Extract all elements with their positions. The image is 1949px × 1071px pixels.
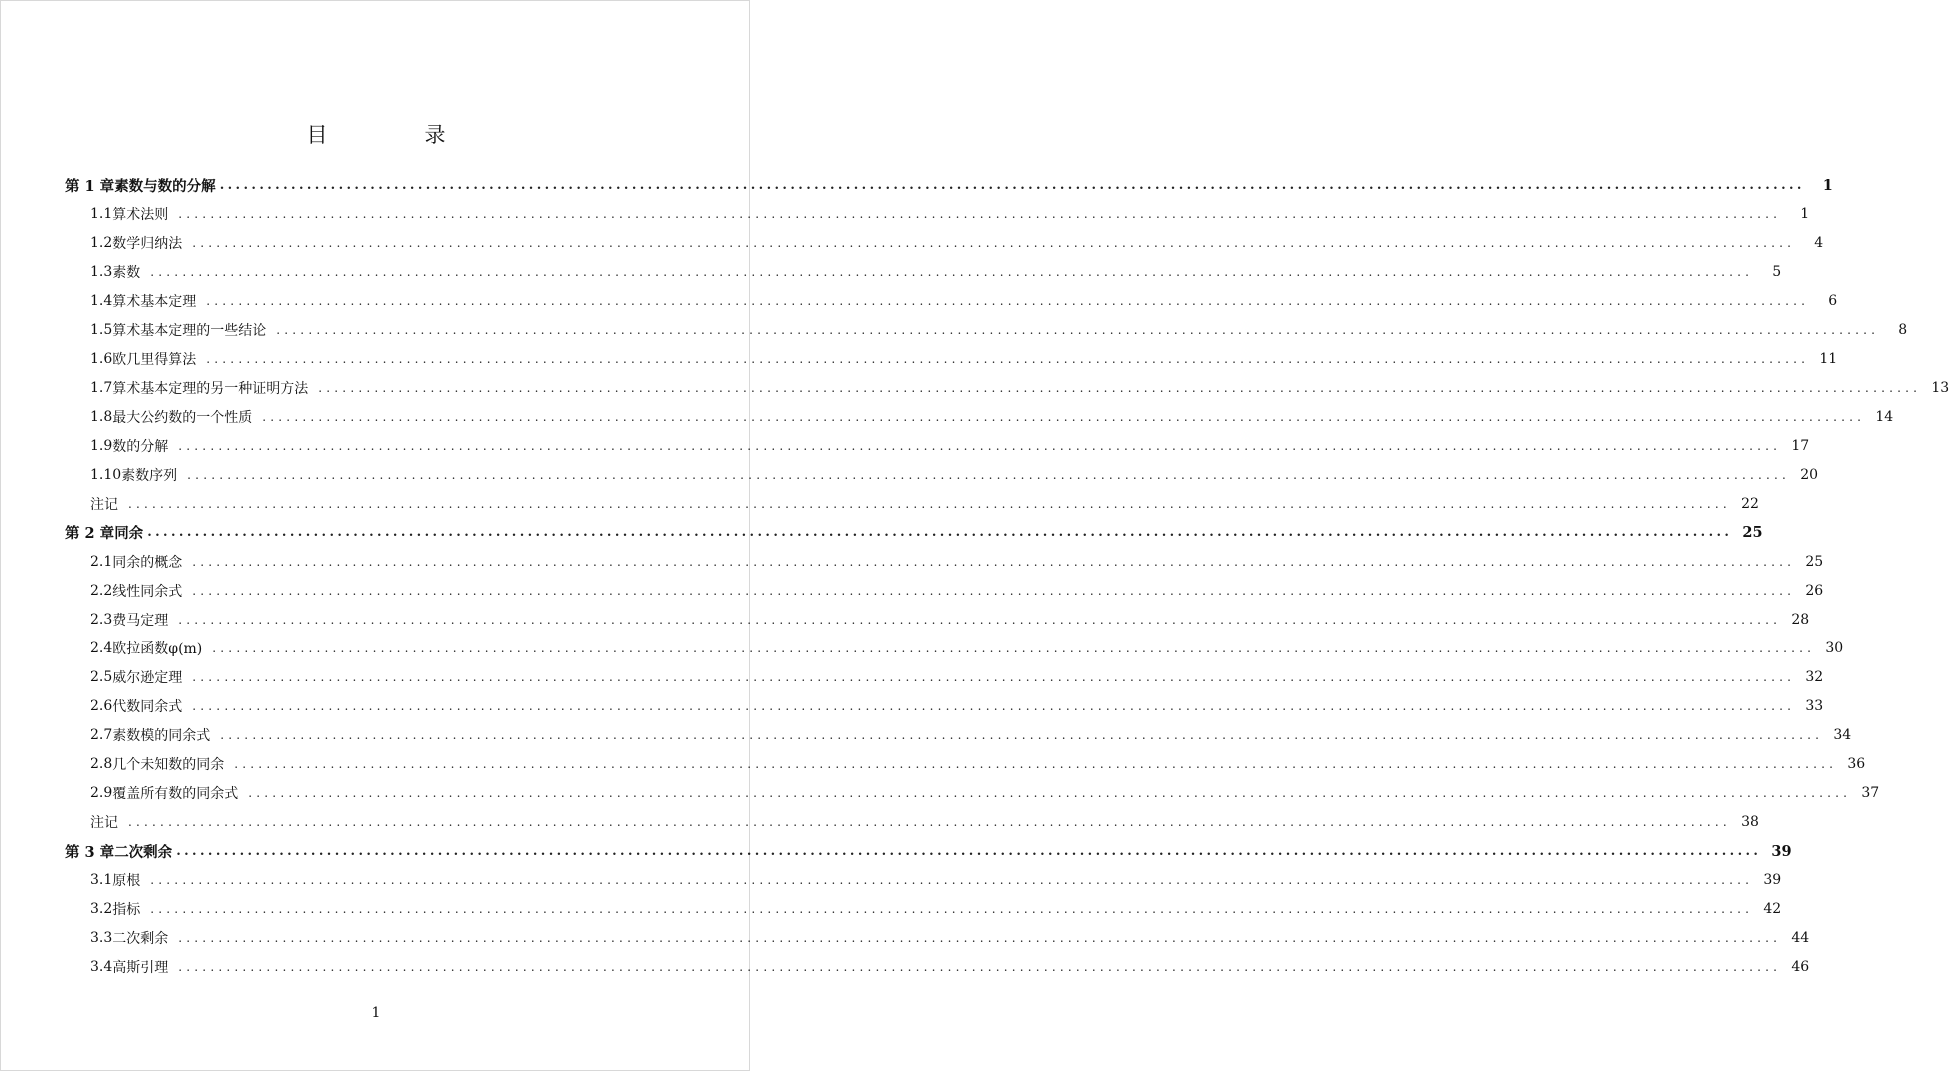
toc-entry-number: 第 2 章 — [65, 525, 115, 543]
toc-section-entry[interactable] — [65, 374, 1949, 403]
toc-section-entry[interactable] — [65, 287, 1838, 316]
dot-leader: ........................................................................................................................................................................................................ — [178, 438, 1782, 453]
toc-entry-page: 42 — [1763, 900, 1782, 917]
toc-entry-title: 指标 — [112, 901, 141, 918]
dot-leader: ........................................................................................................................................................................................................ — [219, 177, 1805, 193]
toc-entry-number: 1.7 — [90, 380, 113, 397]
toc-entry-number: 3.2 — [90, 900, 113, 917]
dot-leader: ........................................................................................................................................................................................................ — [150, 901, 1754, 916]
toc-entry-page: 33 — [1805, 698, 1824, 715]
toc-entry-title: 算术基本定理的另一种证明方法 — [112, 381, 309, 398]
toc-entry-page: 1 — [1800, 206, 1810, 223]
toc-entry-page: 22 — [1741, 495, 1759, 512]
toc-entry-title: 素数与数的分解 — [114, 177, 216, 195]
toc-entry-title: 威尔逊定理 — [112, 670, 183, 687]
dot-leader: ........................................................................................................................................................................................................ — [150, 872, 1754, 887]
toc-section-entry[interactable] — [65, 431, 1810, 460]
toc-section-entry[interactable] — [65, 460, 1819, 489]
toc-entry-number: 2.3 — [90, 611, 113, 628]
toc-entry-number: 2.2 — [90, 582, 113, 599]
toc-section-entry[interactable] — [65, 258, 1782, 287]
toc-entry-page: 5 — [1772, 264, 1782, 281]
toc-entry-page: 46 — [1791, 958, 1810, 975]
toc-entry-page: 37 — [1861, 785, 1880, 802]
toc-entry-title: 数学归纳法 — [112, 236, 183, 253]
toc-entry-title: 素数序列 — [121, 467, 178, 484]
toc-entry-page: 44 — [1791, 929, 1810, 946]
toc-entry-page: 34 — [1833, 727, 1852, 744]
toc-section-entry[interactable] — [65, 229, 1824, 258]
toc-section-entry[interactable] — [65, 866, 1782, 895]
toc-entry-page: 30 — [1825, 640, 1844, 657]
dot-leader: ........................................................................................................................................................................................................ — [212, 641, 1816, 656]
toc-entry-number: 2.7 — [90, 727, 113, 744]
toc-entry-page: 28 — [1791, 611, 1810, 628]
dot-leader: ........................................................................................................................................................................................................ — [147, 525, 1733, 541]
dot-leader: ........................................................................................................................................................................................................ — [176, 843, 1762, 859]
toc-entry-number: 2.9 — [90, 785, 113, 802]
toc-entry-page: 38 — [1741, 814, 1759, 831]
toc-entry-title: 同余的概念 — [112, 554, 183, 571]
toc-entry-title: 算术法则 — [112, 207, 169, 224]
toc-entry-page: 4 — [1814, 235, 1824, 252]
dot-leader: ........................................................................................................................................................................................................ — [192, 699, 1796, 714]
toc-entry-number: 1.10 — [90, 466, 122, 483]
toc-entry-page: 6 — [1828, 293, 1838, 310]
toc-entry-number: 3.3 — [90, 929, 113, 946]
toc-entry-page: 36 — [1847, 756, 1866, 773]
toc-entry-page: 39 — [1771, 842, 1792, 860]
toc-entry-page: 11 — [1819, 351, 1838, 368]
toc-entry-number: 1.1 — [90, 206, 113, 223]
toc-entry-title: 几个未知数的同余 — [112, 757, 225, 774]
toc-chapter-entry[interactable] — [65, 837, 1792, 866]
toc-entry-number: 2.5 — [90, 669, 113, 686]
toc-entry-title: 算术基本定理 — [112, 294, 197, 311]
toc-entry-page: 13 — [1931, 380, 1949, 397]
toc-entry-number: 1.5 — [90, 322, 113, 339]
toc-entry-title: 原根 — [112, 872, 141, 889]
toc-entry-page: 25 — [1742, 524, 1763, 542]
toc-section-entry[interactable] — [65, 634, 1844, 663]
toc-entry-title: 欧拉函数φ(m) — [112, 641, 203, 658]
dot-leader: ........................................................................................................................................................................................................ — [192, 583, 1796, 598]
toc-entry-title: 同余 — [114, 525, 144, 543]
toc-entry-title: 二次剩余 — [112, 930, 169, 947]
toc-entry-number: 2.1 — [90, 553, 113, 570]
dot-leader: ........................................................................................................................................................................................................ — [220, 728, 1824, 743]
toc-section-entry[interactable] — [65, 489, 1759, 518]
toc-section-entry[interactable] — [65, 200, 1810, 229]
dot-leader: ........................................................................................................................................................................................................ — [234, 757, 1838, 772]
toc-entry-number: 1.9 — [90, 437, 113, 454]
toc-entry-number: 1.6 — [90, 351, 113, 368]
toc-entry-title: 二次剩余 — [114, 843, 173, 861]
page-number-footer: 1 — [371, 1005, 381, 1021]
toc-chapter-entry[interactable] — [65, 171, 1833, 200]
toc-entry-page: 32 — [1805, 669, 1824, 686]
toc-section-entry[interactable] — [65, 345, 1838, 374]
toc-section-entry[interactable] — [65, 779, 1880, 808]
toc-entry-page: 26 — [1805, 582, 1824, 599]
toc-entry-title: 数的分解 — [112, 438, 169, 455]
toc-entry-title: 线性同余式 — [112, 583, 183, 600]
toc-entry-number: 1.2 — [90, 235, 113, 252]
toc-section-entry[interactable] — [65, 576, 1824, 605]
toc-entry-title: 算术基本定理的一些结论 — [112, 323, 267, 340]
toc-section-entry[interactable] — [65, 663, 1824, 692]
dot-leader: ........................................................................................................................................................................................................ — [192, 670, 1796, 685]
toc-entry-number: 3.4 — [90, 958, 113, 975]
toc-entry-page: 39 — [1763, 871, 1782, 888]
dot-leader: ........................................................................................................................................................................................................ — [192, 236, 1796, 251]
toc-entry-number: 2.4 — [90, 640, 113, 657]
toc-entry-title: 欧几里得算法 — [112, 352, 197, 369]
toc-entry-page: 14 — [1875, 408, 1894, 425]
toc-entry-title: 注记 — [90, 815, 118, 832]
toc-entry-number: 2.6 — [90, 698, 113, 715]
dot-leader: ........................................................................................................................................................................................................ — [178, 207, 1782, 222]
toc-entry-number: 第 3 章 — [65, 843, 115, 861]
toc-section-entry[interactable] — [65, 316, 1908, 345]
toc-section-entry[interactable] — [65, 403, 1894, 432]
toc-entry-number: 3.1 — [90, 871, 113, 888]
toc-entry-title: 注记 — [90, 496, 118, 513]
toc-entry-title: 最大公约数的一个性质 — [112, 409, 253, 426]
dot-leader: ........................................................................................................................................................................................................ — [276, 323, 1880, 338]
toc-entry-page: 8 — [1898, 322, 1908, 339]
toc-section-entry[interactable] — [65, 692, 1824, 721]
toc-section-entry[interactable] — [65, 808, 1759, 837]
dot-leader: ........................................................................................................................................................................................................ — [128, 496, 1731, 511]
toc-entry-page: 20 — [1800, 466, 1819, 483]
toc-entry-number: 2.8 — [90, 756, 113, 773]
toc-section-entry[interactable] — [65, 750, 1866, 779]
toc-section-entry[interactable] — [65, 547, 1824, 576]
dot-leader: ........................................................................................................................................................................................................ — [178, 612, 1782, 627]
dot-leader: ........................................................................................................................................................................................................ — [262, 409, 1866, 424]
toc-entry-page: 17 — [1791, 437, 1810, 454]
toc-section-entry[interactable] — [65, 605, 1810, 634]
toc-entry-number: 1.3 — [90, 264, 113, 281]
dot-leader: ........................................................................................................................................................................................................ — [206, 352, 1810, 367]
toc-entry-number: 第 1 章 — [65, 177, 115, 195]
dot-leader: ........................................................................................................................................................................................................ — [192, 554, 1796, 569]
toc-section-entry[interactable] — [65, 923, 1810, 952]
toc-entry-title: 高斯引理 — [112, 959, 169, 976]
toc-section-entry[interactable] — [65, 721, 1852, 750]
toc-entry-page: 25 — [1805, 553, 1824, 570]
toc-chapter-entry[interactable] — [65, 518, 1763, 547]
toc-entry-number: 1.4 — [90, 293, 113, 310]
toc-section-entry[interactable] — [65, 952, 1810, 981]
toc-entry-title: 费马定理 — [112, 612, 169, 629]
toc-entry-title: 覆盖所有数的同余式 — [112, 786, 239, 803]
toc-entry-number: 1.8 — [90, 408, 113, 425]
toc-entry-title: 素数 — [112, 265, 141, 282]
dot-leader: ........................................................................................................................................................................................................ — [150, 265, 1754, 280]
page-title: 目 录 — [306, 123, 484, 147]
table-of-contents — [65, 171, 1949, 981]
dot-leader: ........................................................................................................................................................................................................ — [318, 381, 1922, 396]
dot-leader: ........................................................................................................................................................................................................ — [206, 294, 1810, 309]
dot-leader: ........................................................................................................................................................................................................ — [178, 959, 1782, 974]
dot-leader: ........................................................................................................................................................................................................ — [187, 467, 1791, 482]
toc-section-entry[interactable] — [65, 894, 1782, 923]
toc-entry-title: 素数模的同余式 — [112, 728, 211, 745]
dot-leader: ........................................................................................................................................................................................................ — [128, 815, 1731, 830]
toc-entry-page: 1 — [1822, 176, 1833, 194]
toc-entry-title: 代数同余式 — [112, 699, 183, 716]
dot-leader: ........................................................................................................................................................................................................ — [248, 786, 1852, 801]
dot-leader: ........................................................................................................................................................................................................ — [178, 930, 1782, 945]
